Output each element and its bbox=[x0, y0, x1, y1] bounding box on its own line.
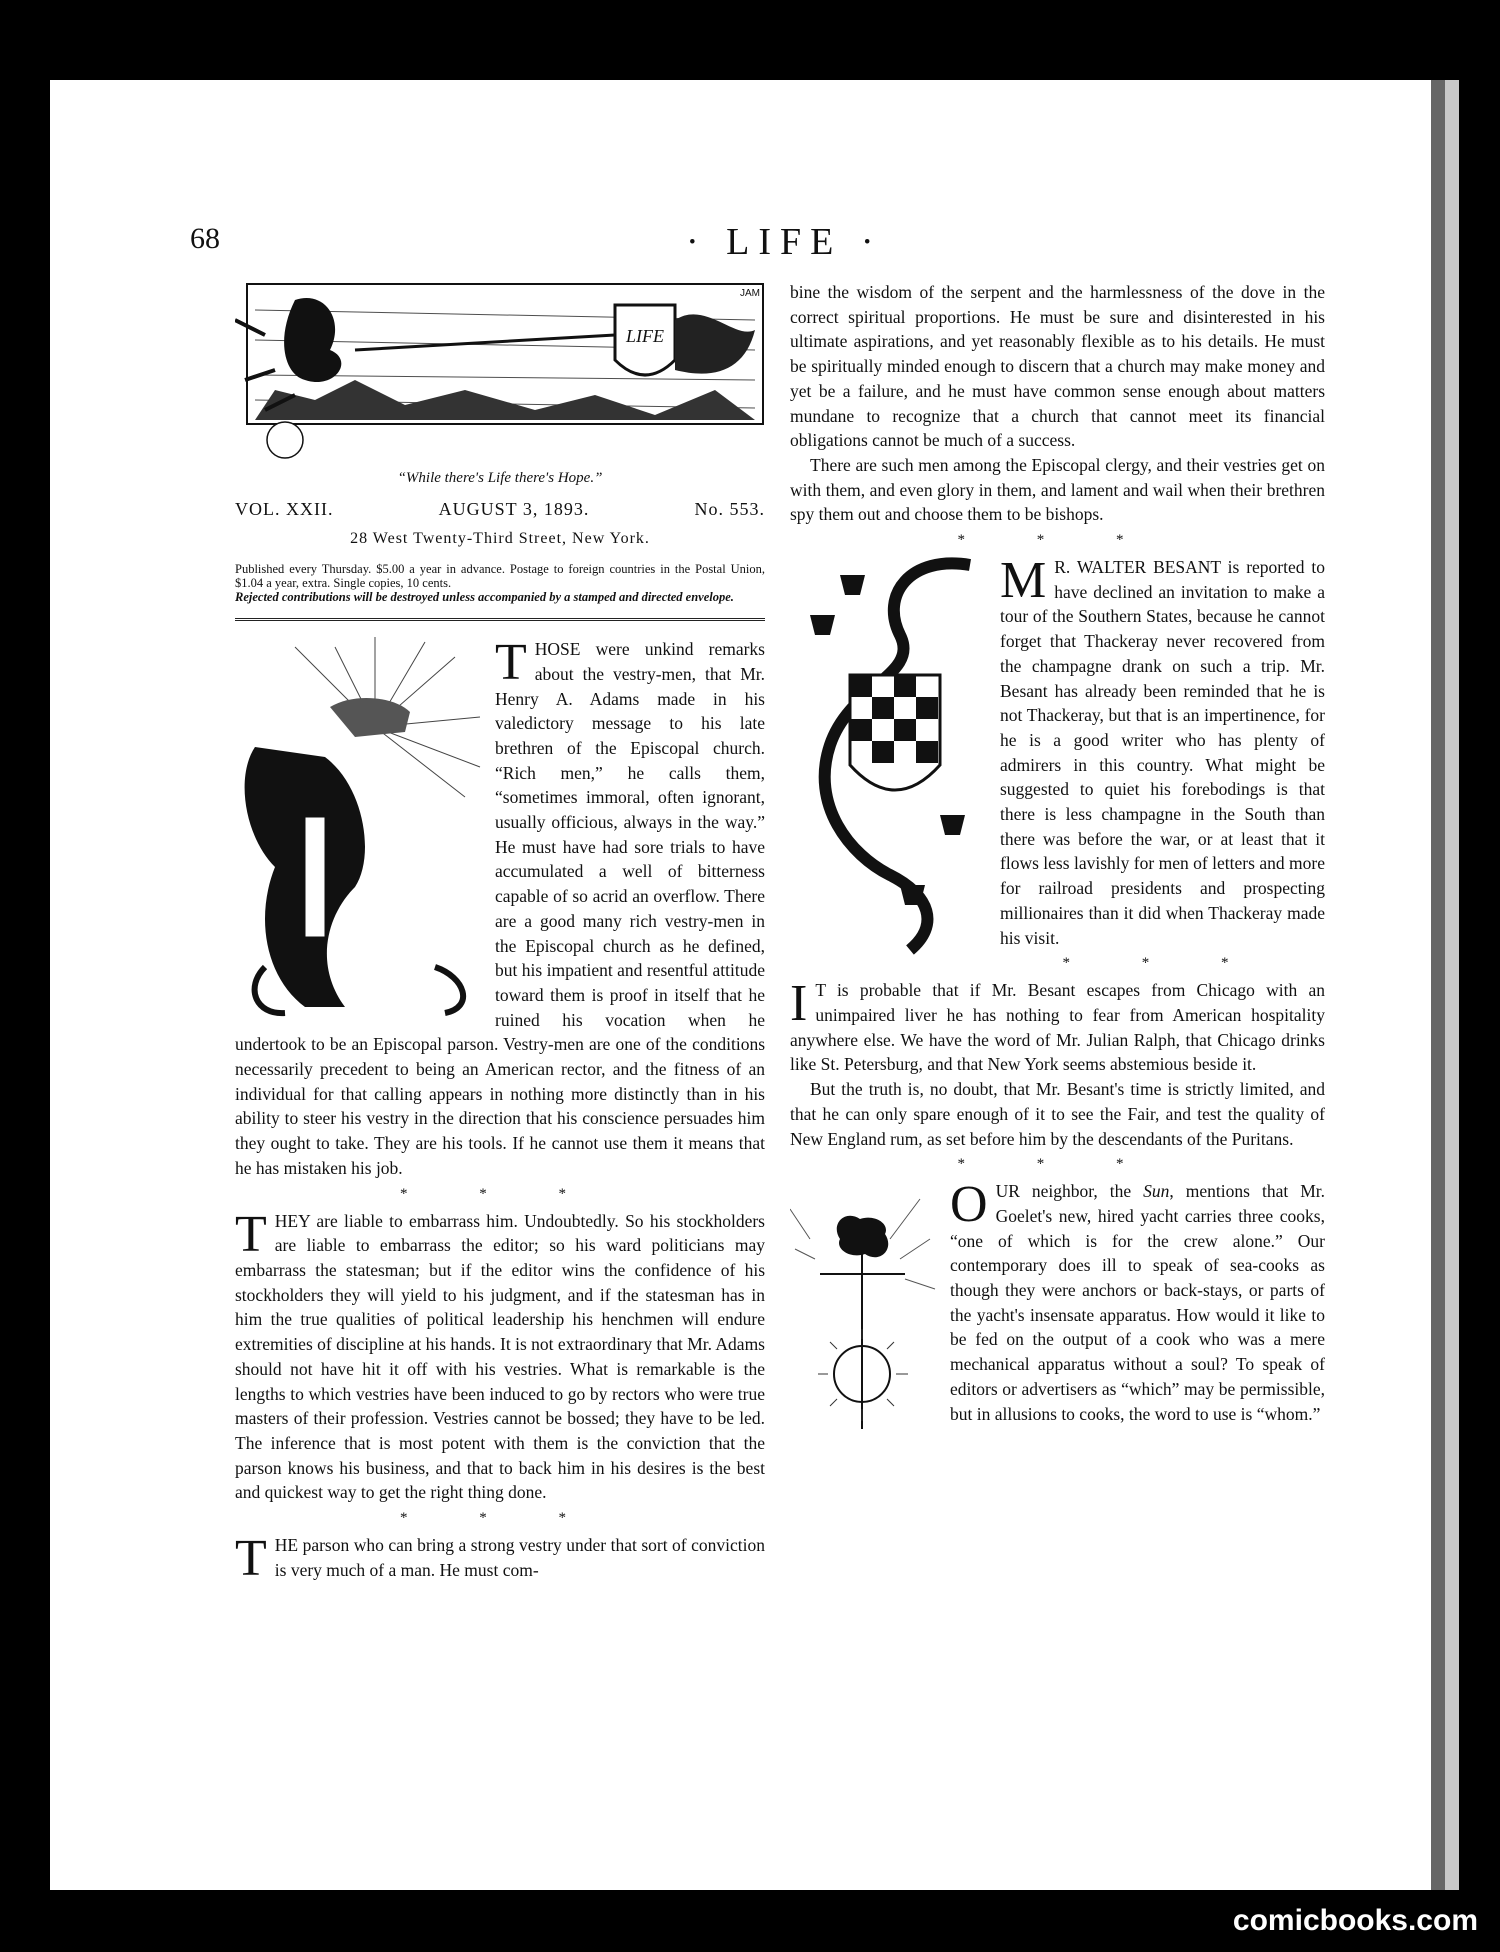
parson-article-continued: bine the wisdom of the serpent and the harmlessness of the dove in the correct spiritual proportions. He must be sure and disinterested in his ultimate aspirations, and yet reasonably flexible as to his details. He must be spiritually minded enough to discern that a church may make money and yet be a failure, and he must have common sense enough about matters mundane to recognize that a church that cannot meet its financial obligations cannot be much of a success. bbox=[790, 282, 1325, 451]
decorative-initial-illustration bbox=[235, 637, 485, 1017]
section-separator: * * * bbox=[400, 1510, 600, 1527]
artist-mark: JAM bbox=[740, 288, 760, 299]
drop-cap: T bbox=[235, 1530, 267, 1588]
header-rule bbox=[235, 618, 765, 621]
motto: “While there's Life there's Hope.” bbox=[397, 470, 603, 486]
sun-article: OUR neighbor, the Sun, mentions that Mr. Goelet's new, hired yacht carries three cooks, “one of which is for the crew alone.” Our contemporary does ill to speak of sea-cooks as though they were anchors or back-stays, or parts of the yacht's insensate apparatus. How would it like to be fed on the output of a cook who was a mere mechanical apparatus without a soul? To speak of editors or advertisers as “which” may be permissible, but in allusions to cooks, the word to use is “whom.” bbox=[950, 1176, 1325, 1424]
section-separator: * * * bbox=[1062, 955, 1263, 972]
drop-cap: I bbox=[790, 975, 808, 1033]
weathervane-illustration bbox=[790, 1179, 940, 1459]
besant-article: M R. WALTER BESANT is reported to have declined an invitation to make a tour of the Southern States, because he cannot forget that Thackeray never recovered from the champagne drank on such a trip. Mr. Besant has already been reminded that he is not Thackeray, but that is an impertinence, for he is a good writer who has plenty of admirers in this country. What might be suggested to quiet his forebodings is that there is less champagne in the South than there was before the war, or at least that it flows less lavishly for men of letters and more for railroad presidents and prospecting millionaires than it did when Thackeray made his visit. bbox=[1000, 552, 1325, 948]
masthead: · LIFE · bbox=[686, 221, 883, 263]
embarrass-article: THEY are liable to embarrass him. Undoubtedly. So his stockholders are liable to embarrass the editor; so his ward politicians may embarrass the statesman; but if the editor wins the confidence of his stockholders they will yield to his judgment, and if the statesman has in him the true qualities of political leadership his henchmen will endure extremities of discipline at his hands. It is not extraordinary that Mr. Adams should not have hit it off with his vestries. What is remarkable is the lengths to which vestries have been induced to go by rectors who were true masters of their profession. Vestries cannot be bossed; they have to be led. The inference that is most potent with them is the conviction that the parson knows his business, and that to back him in his desires is the best and quickest way to get the right thing done. bbox=[235, 1205, 765, 1503]
volume-line bbox=[235, 497, 765, 522]
issue-date: AUGUST 3, 1893. bbox=[438, 498, 590, 519]
page-number: 68 bbox=[190, 222, 220, 255]
header-illustration bbox=[235, 280, 765, 460]
right-column bbox=[790, 280, 1325, 1463]
page-edge bbox=[1431, 80, 1445, 1890]
drop-cap: M bbox=[1000, 552, 1047, 610]
rejected-notice: Rejected contributions will be destroyed unless accompanied by a stamped and directed envelope. bbox=[235, 590, 734, 605]
publication-info: Published every Thursday. $5.00 a year in advance. Postage to foreign countries in the Postal Union, $1.04 a year, extra. Single copies, 10 cents. bbox=[235, 562, 765, 591]
section-separator: * * * bbox=[957, 1156, 1158, 1173]
parson-article-start: THE parson who can bring a strong vestry under that sort of conviction is very much of a man. He must com- bbox=[235, 1530, 765, 1588]
left-column bbox=[235, 280, 765, 1588]
shield-text: LIFE bbox=[626, 326, 664, 346]
site-watermark: comicbooks.com bbox=[1232, 1904, 1478, 1937]
serpent-shield-illustration bbox=[790, 555, 990, 955]
chicago-article: I T is probable that if Mr. Besant escapes from Chicago with an unimpaired liver he has nothing to fear from American hospitality anywhere else. We have the word of Mr. Julian Ralph, that Chicago drinks like St. Petersburg, and that New York seems abstemious beside it. bbox=[790, 975, 1325, 1075]
vestrymen-article: THOSE were unkind remarks about the vestry-men, that Mr. Henry A. Adams made in his valedictory message to his late brethren of the Episcopal church. “Rich men,” he calls them, “sometimes immoral, often ignorant, usually officious, always in the way.” He must have had sore trials to have accumulated a well of bitterness capable of so acrid an overflow. There are a good many rich vestry-men in the Episcopal church as he defined, but his impatient and resentful attitude toward them is proof in itself that he ruined his vocation when he undertook to be an Episcopal parson. Vestry-men are one of the conditions necessarily precedent to being an American rector, and the fitness of an individual for that calling appears in nothing more distinctly than in his ability to steer his vestry in the direction that his conscience persuades him they ought to take. They are his tools. If he cannot use them it means that he has mistaken his job. bbox=[235, 634, 765, 1178]
drop-cap: T bbox=[235, 1205, 267, 1263]
volume: VOL. XXII. bbox=[235, 498, 334, 519]
newspaper-name: Sun bbox=[1143, 1181, 1170, 1202]
parson-article-bishops: There are such men among the Episcopal clergy, and their vestries get on with them, and even glory in them, and lament and wail when their brethren spy them out and choose them to be bishops. bbox=[790, 454, 1325, 525]
chicago-article-puritans: But the truth is, no doubt, that Mr. Besant's time is strictly limited, and that he can only spare enough of it to see the Fair, and test the quality of New England rum, as set before him by the descendants of the Puritans. bbox=[790, 1079, 1325, 1149]
section-separator: * * * bbox=[957, 532, 1158, 549]
office-address: 28 West Twenty-Third Street, New York. bbox=[350, 530, 650, 548]
section-separator: * * * bbox=[400, 1185, 600, 1202]
drop-cap: O bbox=[950, 1176, 988, 1234]
drop-cap: T bbox=[495, 634, 527, 692]
issue-number: No. 553. bbox=[694, 498, 765, 519]
